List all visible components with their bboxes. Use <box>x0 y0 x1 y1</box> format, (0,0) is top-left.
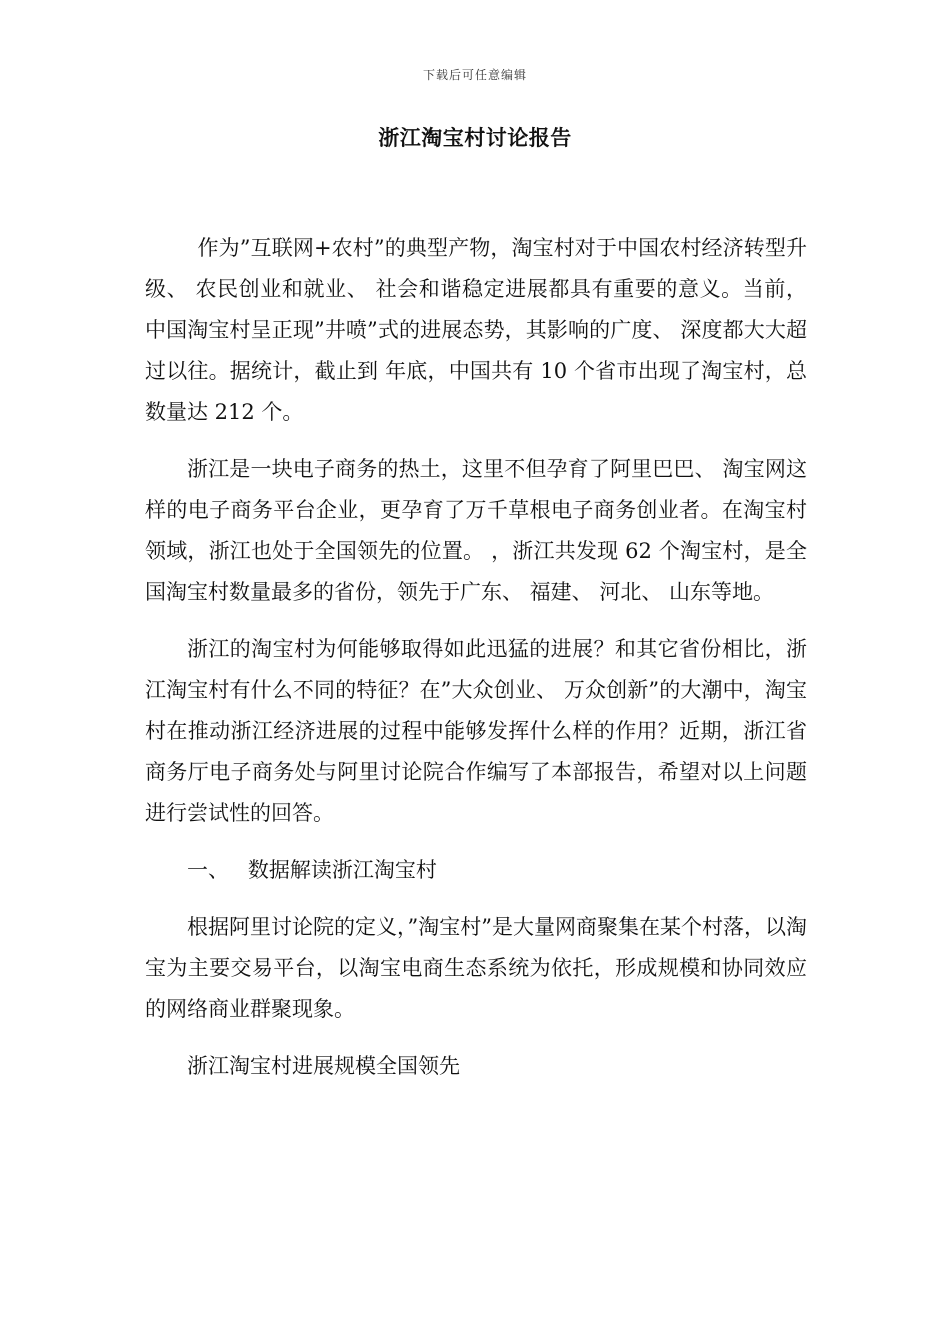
paragraph-definition: 根据阿里讨论院的定义，”淘宝村”是大量网商聚集在某个村落，以淘宝为主要交易平台，以淘宝电商生态系统为依托，形成规模和协同效应的网络商业群聚现象。 <box>145 915 807 1021</box>
document-title: 浙江淘宝村讨论报告 <box>378 126 572 150</box>
paragraph-intro: 作为”互联网+农村”的典型产物，淘宝村对于中国农村经济转型升级、 农民创业和就业、 社会和谐稳定进展都具有重要的意义。当前，中国淘宝村呈正现”井喷”式的进展态势，其影响的广度、 深度都大大超过以往。据统计，截止到 年底，中国共有 10 个省市出现了淘宝村，总数量达 212 个。 <box>145 236 807 424</box>
section-number: 一、 <box>187 858 229 882</box>
paragraph-questions: 浙江的淘宝村为何能够取得如此迅猛的进展？和其它省份相比，浙江淘宝村有什么不同的特征？在”大众创业、 万众创新”的大潮中，淘宝村在推动浙江经济进展的过程中能够发挥什么样的作用？近期，浙江省商务厅电子商务处与阿里讨论院合作编写了本部报告，希望对以上问题进行尝试性的回答。 <box>145 637 807 825</box>
header-note: 下载后可任意编辑 <box>422 68 527 82</box>
paragraph-zhejiang-ecommerce: 浙江是一块电子商务的热土，这里不但孕育了阿里巴巴、 淘宝网这样的电子商务平台企业，更孕育了万千草根电子商务创业者。在淘宝村领域，浙江也处于全国领先的位置。 ，浙江共发现 62 个淘宝村，是全国淘宝村数量最多的省份，领先于广东、 福建、 河北、 山东等地。 <box>145 457 807 604</box>
subheading: 浙江淘宝村进展规模全国领先 <box>187 1054 460 1078</box>
section-heading <box>145 850 807 891</box>
document-body <box>145 228 807 1103</box>
section-title: 数据解读浙江淘宝村 <box>247 858 437 882</box>
